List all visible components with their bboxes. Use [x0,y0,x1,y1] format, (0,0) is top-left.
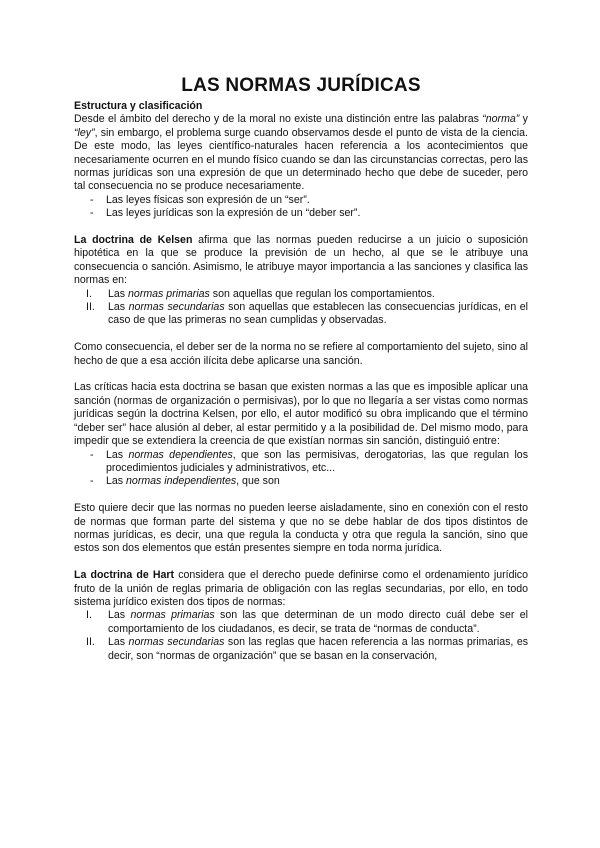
paragraph-criticism: Las críticas hacia esta doctrina se basan que existen normas a las que es imposible aplicar una sanción (normas de organización o permisivas), por lo que no llegaría a ser vistas como normas jurídicas según la doctrina Kelsen, por ello, el autor modificó su obra implicando que el término “deber ser” hace alusión al deber, al estar permitido y a la posibilidad de. Del mismo modo, para impedir que se extendiera la creencia de que existían normas sin sanción, distinguió entre: [74,381,528,448]
list-item: - Las normas dependientes, que son las permisivas, derogatorias, las que regulan los procedimientos judiciales y administrativos, etc... [90,448,528,474]
list-item: I. Las normas primarias son aquellas que regulan los comportamientos. [86,287,435,300]
dash-marker: - [90,193,94,206]
paragraph-conclusion: Esto quiere decir que las normas no pueden leerse aisladamente, sino en conexión con el resto de normas que forman parte del sistema y que no se debe hablar de dos tipos distintos de normas jurídicas, es decir, una que regula la conducta y otra que regula la sanción, sino que estos son dos elementos que están presentes siempre en toda norma jurídica. [74,502,528,555]
section-heading-structure: Estructura y clasificación [74,100,203,112]
term-ley: “ley” [74,126,95,139]
dependent-norms-list [74,449,528,489]
hart-norms-list [74,609,528,663]
kelsen-lead: La doctrina de Kelsen [74,234,193,247]
dash-marker: - [90,475,94,488]
laws-list [74,194,528,221]
paragraph-consequence: Como consecuencia, el deber ser de la norma no se refiere al comportamiento del sujeto, sino al hecho de que a esa acción ilícita debe aplicarse una sanción. [74,341,528,367]
list-item: II. Las normas secundarias son las reglas que hacen referencia a las normas primarias, es decir, son “normas de organización” que se basan en la conservación, [86,636,529,662]
intro-text-a: Desde el ámbito del derecho y de la moral no existe una distinción entre las palabras [74,113,483,126]
intro-text-y: y [519,113,528,126]
list-item: - Las leyes jurídicas son la expresión de un “deber ser”. [90,207,361,220]
term-norma: “norma” [482,113,520,126]
document-title: LAS NORMAS JURÍDICAS [181,75,421,96]
list-item: - Las leyes físicas son expresión de un “ser”. [90,193,310,206]
dash-marker: - [90,207,94,220]
paragraph-intro [74,113,528,193]
list-item: - Las normas independientes, que son [90,475,280,488]
list-item: II. Las normas secundarias son aquellas que establecen las consecuencias jurídicas, en el caso de que las primeras no sean cumplidas y observadas. [86,301,528,327]
paragraph-kelsen: La doctrina de Kelsen afirma que las normas pueden reducirse a un juicio o suposición hipotética en la que se produce la previsión de un hecho, al que se le atribuye una consecuencia o sanción. Asimismo, le atribuye mayor importancia a las sanciones y clasifica las normas en: [74,234,528,287]
dash-marker: - [90,448,94,461]
kelsen-norms-list [74,288,528,328]
paragraph-hart: La doctrina de Hart considera que el derecho puede definirse como el ordenamiento jurídico fruto de la unión de reglas primaria de obligación con las reglas secundarias, por ello, en todo sistema jurídico existen dos tipos de normas: [74,569,529,608]
intro-text-b: , sin embargo, el problema surge cuando observamos desde el punto de vista de la ciencia. De este modo, las leyes científico-naturales hacen referencia a los acontecimientos que necesariamente ocurren en el mundo físico cuando se dan las circunstancias correctas, pero las normas jurídicas son una expresión de que un determinado hecho que debe de suceder, pero tal consecuencia no se produce necesariamente. [74,126,528,193]
list-item: I. Las normas primarias son las que determinan de un modo directo cuál debe ser el comportamiento de los ciudadanos, es decir, se trata de “normas de conducta”. [86,609,528,635]
document-content [74,74,528,663]
hart-lead: La doctrina de Hart [74,569,175,582]
